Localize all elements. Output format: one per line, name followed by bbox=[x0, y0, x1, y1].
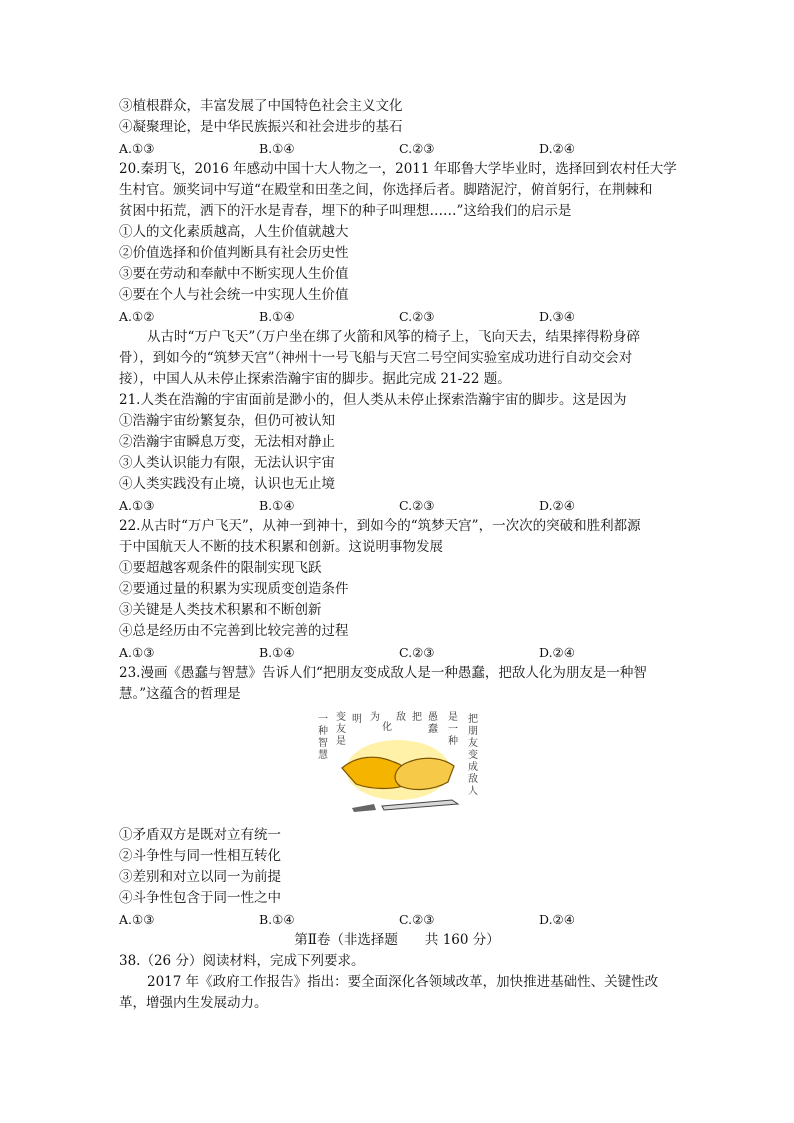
option-statement: ④凝聚理论，是中华民族振兴和社会进步的基石 bbox=[119, 119, 403, 135]
question-23-stem: 慧。”这蕴含的哲理是 bbox=[119, 686, 241, 702]
reading-passage: 接），中国人从未停止探索浩瀚宇宙的脚步。据此完成 21-22 题。 bbox=[119, 371, 511, 387]
question-21-stem: 21.人类在浩瀚的宇宙面前是渺小的，但人类从未停止探索浩瀚宇宙的脚步。这是因为 bbox=[119, 392, 627, 408]
answer-option-d: D.②④ bbox=[539, 498, 575, 513]
answer-options-q19 bbox=[119, 138, 679, 159]
option-statement: ①浩瀚宇宙纷繁复杂，但仍可被认知 bbox=[119, 413, 335, 429]
knife-handle bbox=[352, 804, 376, 812]
material-text: 2017 年《政府工作报告》指出：要全面深化各领域改革，加快推进基础性、关键性改 bbox=[147, 974, 659, 990]
answer-option-b: B.①④ bbox=[259, 141, 295, 156]
cartoon-text: 慧 bbox=[318, 750, 328, 761]
question-20-stem: 生村官。颁奖词中写道“在殿堂和田垄之间，你选择后者。脚踏泥泞，俯首躬行，在荆棘和 bbox=[119, 182, 653, 198]
option-statement: ③植根群众，丰富发展了中国特色社会主义文化 bbox=[119, 98, 403, 114]
option-statement: ①人的文化素质越高，人生价值就越大 bbox=[119, 224, 349, 240]
answer-option-c: C.②③ bbox=[399, 141, 435, 156]
question-22-stem: 于中国航天人不断的技术积累和创新。这说明事物发展 bbox=[119, 539, 443, 555]
option-statement: ④人类实践没有止境，认识也无止境 bbox=[119, 476, 335, 492]
cartoon-text: 朋 bbox=[468, 726, 478, 737]
question-20-stem: 20.秦玥飞，2016 年感动中国十大人物之一，2011 年耶鲁大学毕业时，选择回到农村任大学 bbox=[119, 161, 677, 177]
option-statement: ④斗争性包含于同一性之中 bbox=[119, 890, 281, 906]
cartoon-text: 化 bbox=[382, 722, 392, 733]
cartoon-text: 蠢 bbox=[428, 724, 438, 735]
answer-option-a: A.①③ bbox=[119, 141, 155, 156]
question-22-stem: 22.从古时“万户飞天”，从神一到神十，到如今的“筑梦天宫”，一次次的突破和胜利都源 bbox=[119, 518, 641, 534]
answer-options-q20 bbox=[119, 306, 679, 327]
cartoon-text: 种 bbox=[318, 726, 328, 737]
option-statement: ③要在劳动和奉献中不断实现人生价值 bbox=[119, 266, 349, 282]
option-statement: ②斗争性与同一性相互转化 bbox=[119, 848, 281, 864]
cartoon-text: 敌 bbox=[396, 712, 406, 723]
answer-option-d: D.③④ bbox=[539, 309, 575, 324]
handshake-cartoon bbox=[312, 710, 484, 822]
answer-options-q23 bbox=[119, 909, 679, 930]
knife-icon bbox=[382, 800, 458, 810]
cartoon-text: 明 bbox=[352, 714, 362, 725]
answer-option-a: A.①② bbox=[119, 309, 155, 324]
cartoon-text: 变 bbox=[336, 712, 346, 723]
answer-options-q21 bbox=[119, 495, 679, 516]
cartoon-text: 一 bbox=[448, 724, 458, 735]
answer-option-b: B.①④ bbox=[259, 498, 295, 513]
option-statement: ③关键是人类技术积累和不断创新 bbox=[119, 602, 322, 618]
answer-option-c: C.②③ bbox=[399, 498, 435, 513]
option-statement: ①矛盾双方是既对立有统一 bbox=[119, 827, 281, 843]
question-38-stem: 38.（26 分）阅读材料，完成下列要求。 bbox=[119, 953, 365, 969]
cartoon-text: 成 bbox=[468, 762, 478, 773]
option-statement: ③人类认识能力有限，无法认识宇宙 bbox=[119, 455, 335, 471]
cartoon-text: 是 bbox=[336, 736, 346, 747]
reading-passage: 从古时“万户飞天”（万户坐在绑了火箭和风筝的椅子上，飞向天去，结果摔得粉身碎 bbox=[147, 329, 641, 345]
reading-passage: 骨），到如今的“筑梦天宫”（神州十一号飞船与天宫二号空间实验室成功进行自动交会对 bbox=[119, 350, 633, 366]
answer-option-a: A.①③ bbox=[119, 912, 155, 927]
cartoon-text: 变 bbox=[468, 750, 478, 761]
cartoon-text: 人 bbox=[468, 786, 478, 797]
option-statement: ③差别和对立以同一为前提 bbox=[119, 869, 281, 885]
answer-option-d: D.②④ bbox=[539, 912, 575, 927]
option-statement: ②价值选择和价值判断具有社会历史性 bbox=[119, 245, 349, 261]
cartoon-text: 一 bbox=[318, 714, 328, 725]
option-statement: ②要通过量的积累为实现质变创造条件 bbox=[119, 581, 349, 597]
cartoon-text: 友 bbox=[336, 724, 346, 735]
answer-option-c: C.②③ bbox=[399, 912, 435, 927]
answer-option-c: C.②③ bbox=[399, 309, 435, 324]
answer-option-d: D.②④ bbox=[539, 645, 575, 660]
answer-options-q22 bbox=[119, 642, 679, 663]
answer-option-a: A.①③ bbox=[119, 498, 155, 513]
section-heading: 第Ⅱ卷（非选择题 共 160 分） bbox=[294, 932, 500, 948]
question-20-stem: 贫困中拓荒，洒下的汗水是青春，埋下的种子叫理想……”这给我们的启示是 bbox=[119, 203, 572, 219]
option-statement: ④要在个人与社会统一中实现人生价值 bbox=[119, 287, 349, 303]
material-text: 革，增强内生发展动力。 bbox=[119, 995, 268, 1011]
option-statement: ②浩瀚宇宙瞬息万变，无法相对静止 bbox=[119, 434, 335, 450]
option-statement: ①要超越客观条件的限制实现飞跃 bbox=[119, 560, 322, 576]
option-statement: ④总是经历由不完善到比较完善的过程 bbox=[119, 623, 349, 639]
answer-option-b: B.①④ bbox=[259, 912, 295, 927]
answer-option-b: B.①④ bbox=[259, 645, 295, 660]
answer-option-d: D.②④ bbox=[539, 141, 575, 156]
answer-option-a: A.①③ bbox=[119, 645, 155, 660]
question-23-stem: 23.漫画《愚蠢与智慧》告诉人们“把朋友变成敌人是一种愚蠢，把敌人化为朋友是一种智 bbox=[119, 665, 647, 681]
cartoon-text: 是 bbox=[448, 712, 458, 723]
cartoon-text: 智 bbox=[318, 738, 328, 749]
cartoon-text: 友 bbox=[468, 738, 478, 749]
answer-option-c: C.②③ bbox=[399, 645, 435, 660]
cartoon-text: 愚 bbox=[428, 712, 438, 723]
cartoon-text: 把 bbox=[468, 714, 478, 725]
answer-option-b: B.①④ bbox=[259, 309, 295, 324]
cartoon-text: 把 bbox=[412, 712, 422, 723]
cartoon-text: 为 bbox=[370, 712, 380, 723]
cartoon-text: 敌 bbox=[468, 774, 478, 785]
cartoon-text: 种 bbox=[448, 736, 458, 747]
